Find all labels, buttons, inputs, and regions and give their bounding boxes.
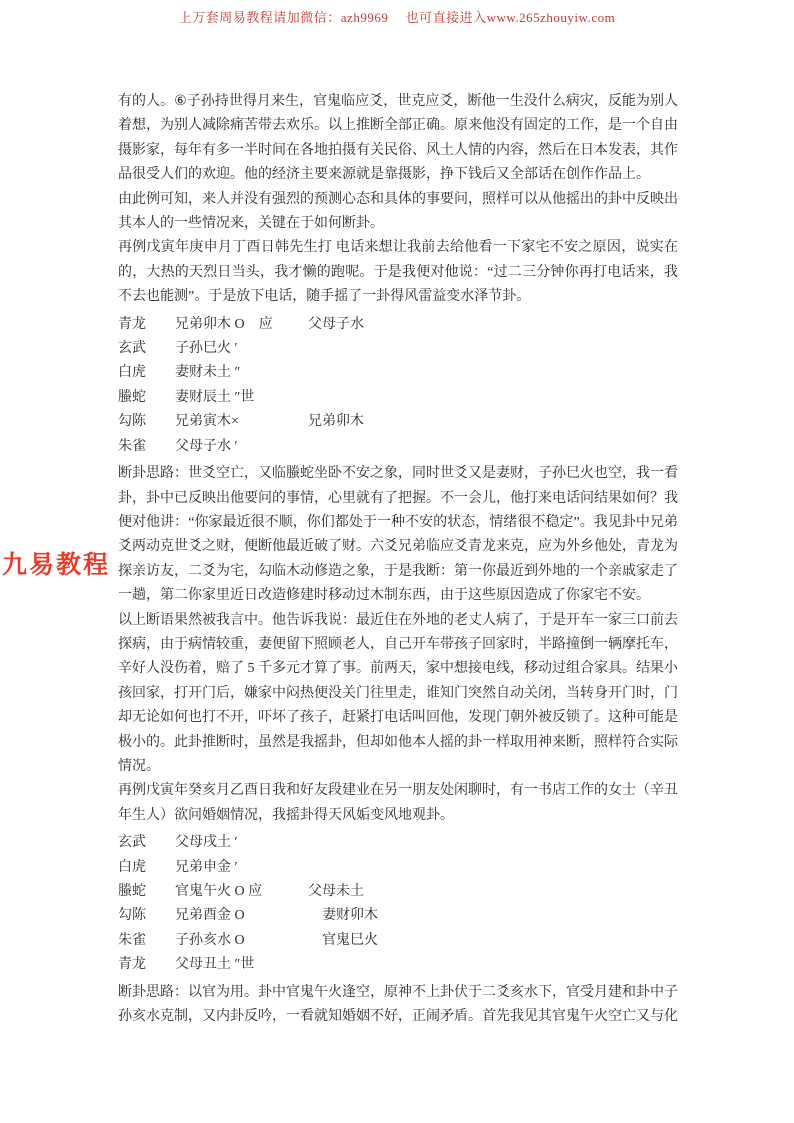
yao-line-cell: 兄弟酉金 O — [175, 908, 245, 924]
yao-line-cell: 兄弟寅木× — [175, 414, 239, 430]
promo-header-text: 上万套周易教程请加微信：azh9969 也可直接进入www.265zhouyiw.com — [178, 10, 616, 25]
liushen-cell: 青龙 — [118, 316, 146, 332]
hexagram-row — [118, 856, 678, 880]
yao-line-cell: 兄弟申金 ′ — [175, 859, 238, 875]
liushen-cell: 青龙 — [118, 957, 146, 973]
hexagram-row — [118, 313, 678, 337]
changed-yao-cell — [308, 337, 678, 361]
yao-line-cell: 父母丑土 ″世 — [175, 957, 255, 973]
hexagram-row — [118, 880, 678, 904]
watermark-logo: 九易教程 — [2, 551, 111, 579]
hexagram-row — [118, 435, 678, 459]
hexagram-table-2 — [118, 831, 678, 977]
hexagram-row — [118, 386, 678, 410]
paragraph: 再例戊寅年癸亥月乙酉日我和好友段建业在另一朋友处闲聊时，有一书店工作的女士（辛丑年生人）欲问婚姻情况，我摇卦得天风姤变风地观卦。 — [118, 783, 678, 823]
changed-yao-cell: 官鬼巳火 — [308, 932, 378, 948]
paragraph: 有的人。⑥子孙持世得月来生，官鬼临应爻，世克应爻，断他一生没什么病灾，反能为别人着想，为别人减除痛苦带去欢乐。以上推断全部正确。原来他没有固定的工作，是一个自由摄影家，每年有多一半时间在各地拍摄有关民俗、风土人情的内容，然后在日本发表，其作品很受人们的欢迎。他的经济主要来源就是靠摄影，挣下钱后又全部话在创作作品上。 — [118, 94, 678, 183]
yao-line-cell: 妻财辰土 ″世 — [175, 389, 255, 405]
page-body — [118, 90, 678, 1029]
liushen-cell: 朱雀 — [118, 932, 146, 948]
hexagram-row — [118, 831, 678, 855]
yao-line-cell: 父母子水 ′ — [175, 438, 238, 454]
paragraph: 再例戊寅年庚申月丁酉日韩先生打 电话来想让我前去给他看一下家宅不安之原因，说实在的，大热的天烈日当头，我才懒的跑呢。于是我便对他说：“过二三分钟你再打电话来，我不去也能测”。于是放下电话，随手摇了一卦得风雷益变水泽节卦。 — [118, 240, 678, 305]
hexagram-row — [118, 361, 678, 385]
liushen-cell: 朱雀 — [118, 438, 146, 454]
changed-yao-cell: 兄弟卯木 — [308, 414, 364, 430]
paragraph: 由此例可知，来人并没有强烈的预测心态和具体的事要问，照样可以从他摇出的卦中反映出其本人的一些情况来，关键在于如何断卦。 — [118, 191, 678, 232]
liushen-cell: 玄武 — [118, 341, 146, 357]
hexagram-row — [118, 410, 678, 434]
changed-yao-cell — [308, 856, 678, 880]
liushen-cell: 玄武 — [118, 835, 146, 851]
paragraph: 以上断语果然被我言中。他告诉我说：最近住在外地的老丈人病了，于是开车一家三口前去探病，由于病情较重，妻便留下照顾老人，自己开车带孩子回家时，半路撞倒一辆摩托车，辛好人没伤着，赔了 5 千多元才算了事。前两天，家中想接电线，移动过组合家具。结果小孩回家，打开门后，嫌家中闷热便没关门往里走，谁知门突然自动关闭，当转身开门时，门却无论如何也打不开，吓坏了孩子，赶紧打电话叫回他，发现门朝外被反锁了。这种可能是极小的。此卦推断时，虽然是我摇卦，但却如他本人摇的卦一样取用神来断，照样符合实际情况。 — [118, 612, 678, 774]
yao-line-cell: 父母戌土 ′ — [175, 835, 238, 851]
yao-line-cell: 妻财未土 ″ — [175, 365, 241, 381]
changed-yao-cell — [308, 361, 678, 385]
changed-yao-cell — [308, 831, 678, 855]
yao-line-cell: 子孙亥水 O — [175, 932, 245, 948]
changed-yao-cell — [308, 953, 678, 977]
yao-line-cell: 子孙巳火 ′ — [175, 341, 238, 357]
yao-line-cell: 兄弟卯木 O 应 — [175, 316, 273, 332]
paragraph: 断卦思路：以官为用。卦中官鬼午火逢空，原神不上卦伏于二爻亥水下，官受月建和卦中子孙亥水克制，又内卦反吟，一看就知婚姻不好，正闹矛盾。首先我见其官鬼午火空亡又与化 — [118, 984, 678, 1025]
yao-line-cell: 官鬼午火 O 应 — [175, 884, 263, 899]
hexagram-table-1 — [118, 313, 678, 459]
changed-yao-cell: 父母未土 — [308, 884, 364, 899]
changed-yao-cell: 妻财卯木 — [308, 908, 378, 924]
hexagram-row — [118, 904, 678, 928]
changed-yao-cell — [308, 386, 678, 410]
hexagram-row — [118, 929, 678, 953]
changed-yao-cell — [308, 435, 678, 459]
liushen-cell: 白虎 — [118, 859, 146, 875]
changed-yao-cell: 父母子水 — [308, 316, 364, 332]
liushen-cell: 勾陈 — [118, 908, 146, 924]
liushen-cell: 勾陈 — [118, 414, 146, 430]
liushen-cell: 螣蛇 — [118, 389, 146, 405]
liushen-cell: 螣蛇 — [118, 884, 146, 899]
paragraph: 断卦思路：世爻空亡，又临螣蛇坐卧不安之象，同时世爻又是妻财，子孙巳火也空，我一看卦，卦中已反映出他要问的事情，心里就有了把握。不一会儿，他打来电话问结果如何？我便对他讲：“你家最近很不顺，你们都处于一种不安的状态，情绪很不稳定”。我见卦中兄弟爻两动克世爻之财，便断他最近破了财。六爻兄弟临应爻青龙来克，应为外乡他处，青龙为探亲访友，二爻为宅，勾临木动修造之象，于是我断：第一你最近到外地的一个亲戚家走了一趟，第二你家里近日改造修建时移动过木制东西，由于这些原因造成了你家宅不安。 — [118, 466, 678, 604]
hexagram-row — [118, 953, 678, 977]
liushen-cell: 白虎 — [118, 365, 146, 381]
hexagram-row — [118, 337, 678, 361]
